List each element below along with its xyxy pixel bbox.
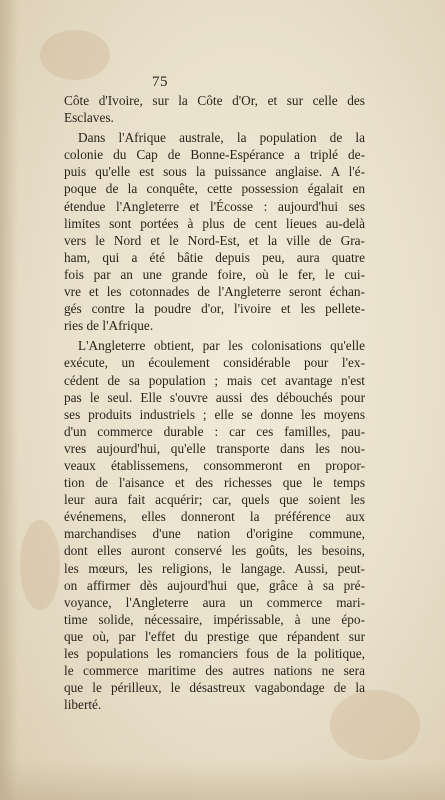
text-line: puis qu'elle est sous la puissance anglaise. A l'é- (64, 164, 365, 180)
page-shadow-bottom (0, 760, 445, 800)
text-line: time solide, nécessaire, impérissable, à une épo- (64, 611, 365, 627)
text-line: pas le seul. Elle s'ouvre aussi des débouchés pour (64, 389, 365, 405)
text-line: que où, par l'effet du prestige que répandent sur (64, 628, 365, 644)
page-number: 75 (152, 74, 168, 90)
text-line: ham, qui a été bâtie depuis peu, aura quatre (64, 249, 365, 265)
text-line: on affirmer dès aujourd'hui que, grâce à sa pré- (64, 577, 365, 593)
text-line: gés contre la poudre d'or, l'ivoire et les pellete- (64, 301, 365, 317)
text-line: leur aura fait acquérir; car, quels que soient les (64, 492, 365, 508)
text-line: ries de l'Afrique. (64, 318, 154, 334)
text-line: exécute, un écoulement considérable pour l'ex- (64, 355, 365, 371)
text-line: vres aujourd'hui, qu'elle transporte dans les nou- (64, 440, 365, 456)
paragraph (64, 337, 365, 713)
text-line: vers le Nord et le Nord-Est, et la ville de Gra- (64, 232, 365, 248)
text-line: limites sont portées à plus de cent lieues au-delà (64, 215, 365, 231)
text-line: Côte d'Ivoire, sur la Côte d'Or, et sur celle des (64, 93, 365, 108)
text-line: L'Angleterre obtient, par les colonisations qu'elle (78, 338, 365, 354)
text-line: ses produits industriels ; elle se donne les moyens (64, 406, 365, 422)
text-line: le commerce maritime des autres nations ne sera (64, 663, 365, 679)
text-line: événemens, elles donneront la préférence aux (64, 509, 365, 525)
text-line: dont elles auront conservé les goûts, les besoins, (64, 543, 365, 559)
text-line: liberté. (64, 697, 102, 713)
text-line: cédent de sa population ; mais cet avantage n'est (64, 372, 365, 388)
body-text (64, 92, 365, 713)
text-line: les populations les romanciers fous de la politique, (64, 646, 365, 661)
text-line: voyance, l'Angleterre aura un commerce mari- (64, 594, 365, 610)
text-line: Esclaves. (64, 110, 114, 126)
text-line: d'un commerce durable : car ces familles, pau- (64, 423, 365, 439)
paragraph (64, 92, 365, 126)
text-line: vre et les cotonnades de l'Angleterre seront échan- (64, 284, 365, 300)
text-line: colonie du Cap de Bonne-Espérance a triplé de- (64, 147, 365, 163)
text-line: marchandises d'une nation d'origine commune, (64, 526, 365, 542)
text-line: veaux établissemens, consommeront en propor- (64, 457, 365, 473)
text-line: fois par an une grande foire, où le fer, le cui- (64, 266, 365, 282)
text-line: tion de l'aisance et des richesses que le temps (64, 475, 365, 491)
text-line: poque de la conquête, cette possession égalait en (64, 181, 365, 197)
paper-stain (40, 30, 110, 80)
paragraph (64, 129, 365, 334)
text-line: que le périlleux, le désastreux vagabondage de la (64, 680, 365, 696)
text-line: les mœurs, les religions, le langage. Aussi, peut- (64, 560, 365, 576)
text-line: Dans l'Afrique australe, la population de la (78, 130, 365, 146)
paper-stain (20, 520, 60, 610)
text-line: étendue l'Angleterre et l'Écosse : aujourd'hui ses (64, 198, 365, 214)
page-shadow-left (0, 0, 18, 800)
